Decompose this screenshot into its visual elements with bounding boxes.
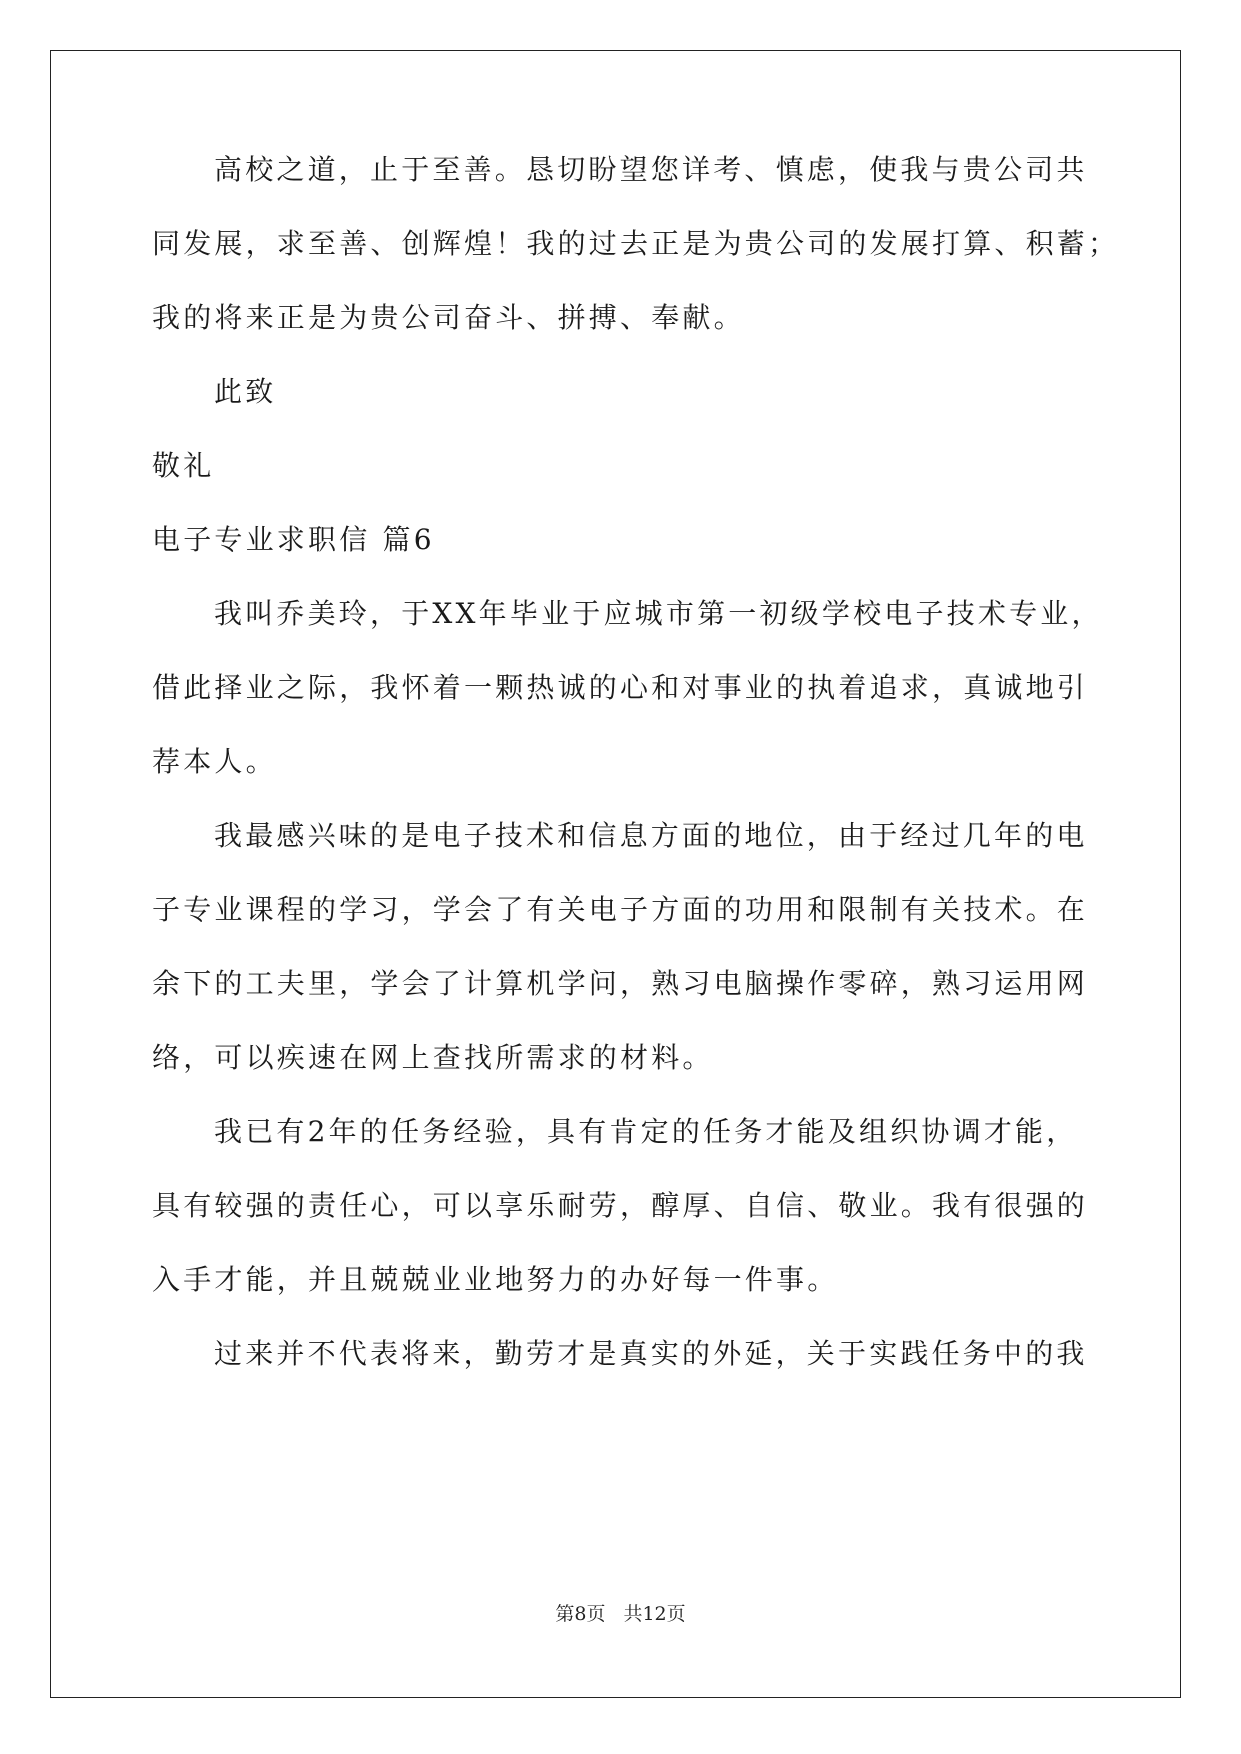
paragraph-line: 我已有2年的任务经验，具有肯定的任务才能及组织协调才能， <box>214 1115 1078 1148</box>
paragraph-line: 借此择业之际，我怀着一颗热诚的心和对事业的执着追求，真诚地引 <box>152 671 1089 704</box>
section-heading: 电子专业求职信 篇6 <box>152 523 435 556</box>
closing-salutation: 此致 <box>214 375 277 408</box>
paragraph-line: 荐本人。 <box>152 745 277 778</box>
closing-regards: 敬礼 <box>152 449 215 482</box>
paragraph-line: 我叫乔美玲，于XX年毕业于应城市第一初级学校电子技术专业， <box>214 597 1103 630</box>
paragraph-line: 子专业课程的学习，学会了有关电子方面的功用和限制有关技术。在 <box>152 893 1089 926</box>
paragraph-line: 络，可以疾速在网上查找所需求的材料。 <box>152 1041 714 1074</box>
page-number-total: 共12页 <box>623 1603 686 1625</box>
paragraph-line: 具有较强的责任心，可以享乐耐劳，醇厚、自信、敬业。我有很强的 <box>152 1189 1089 1222</box>
paragraph-line: 过来并不代表将来，勤劳才是真实的外延，关于实践任务中的我 <box>214 1337 1088 1370</box>
paragraph-line: 余下的工夫里，学会了计算机学问，熟习电脑操作零碎，熟习运用网 <box>152 967 1089 1000</box>
paragraph-line: 我的将来正是为贵公司奋斗、拼搏、奉献。 <box>152 301 745 334</box>
paragraph-line: 入手才能，并且兢兢业业地努力的办好每一件事。 <box>152 1263 839 1296</box>
paragraph-line: 同发展，求至善、创辉煌！我的过去正是为贵公司的发展打算、积蓄； <box>152 227 1120 260</box>
paragraph-line: 高校之道，止于至善。恳切盼望您详考、慎虑，使我与贵公司共 <box>214 153 1088 186</box>
page-number-current: 第8页 <box>555 1603 606 1625</box>
page-footer <box>0 1602 1241 1626</box>
paragraph-line: 我最感兴味的是电子技术和信息方面的地位，由于经过几年的电 <box>214 819 1088 852</box>
